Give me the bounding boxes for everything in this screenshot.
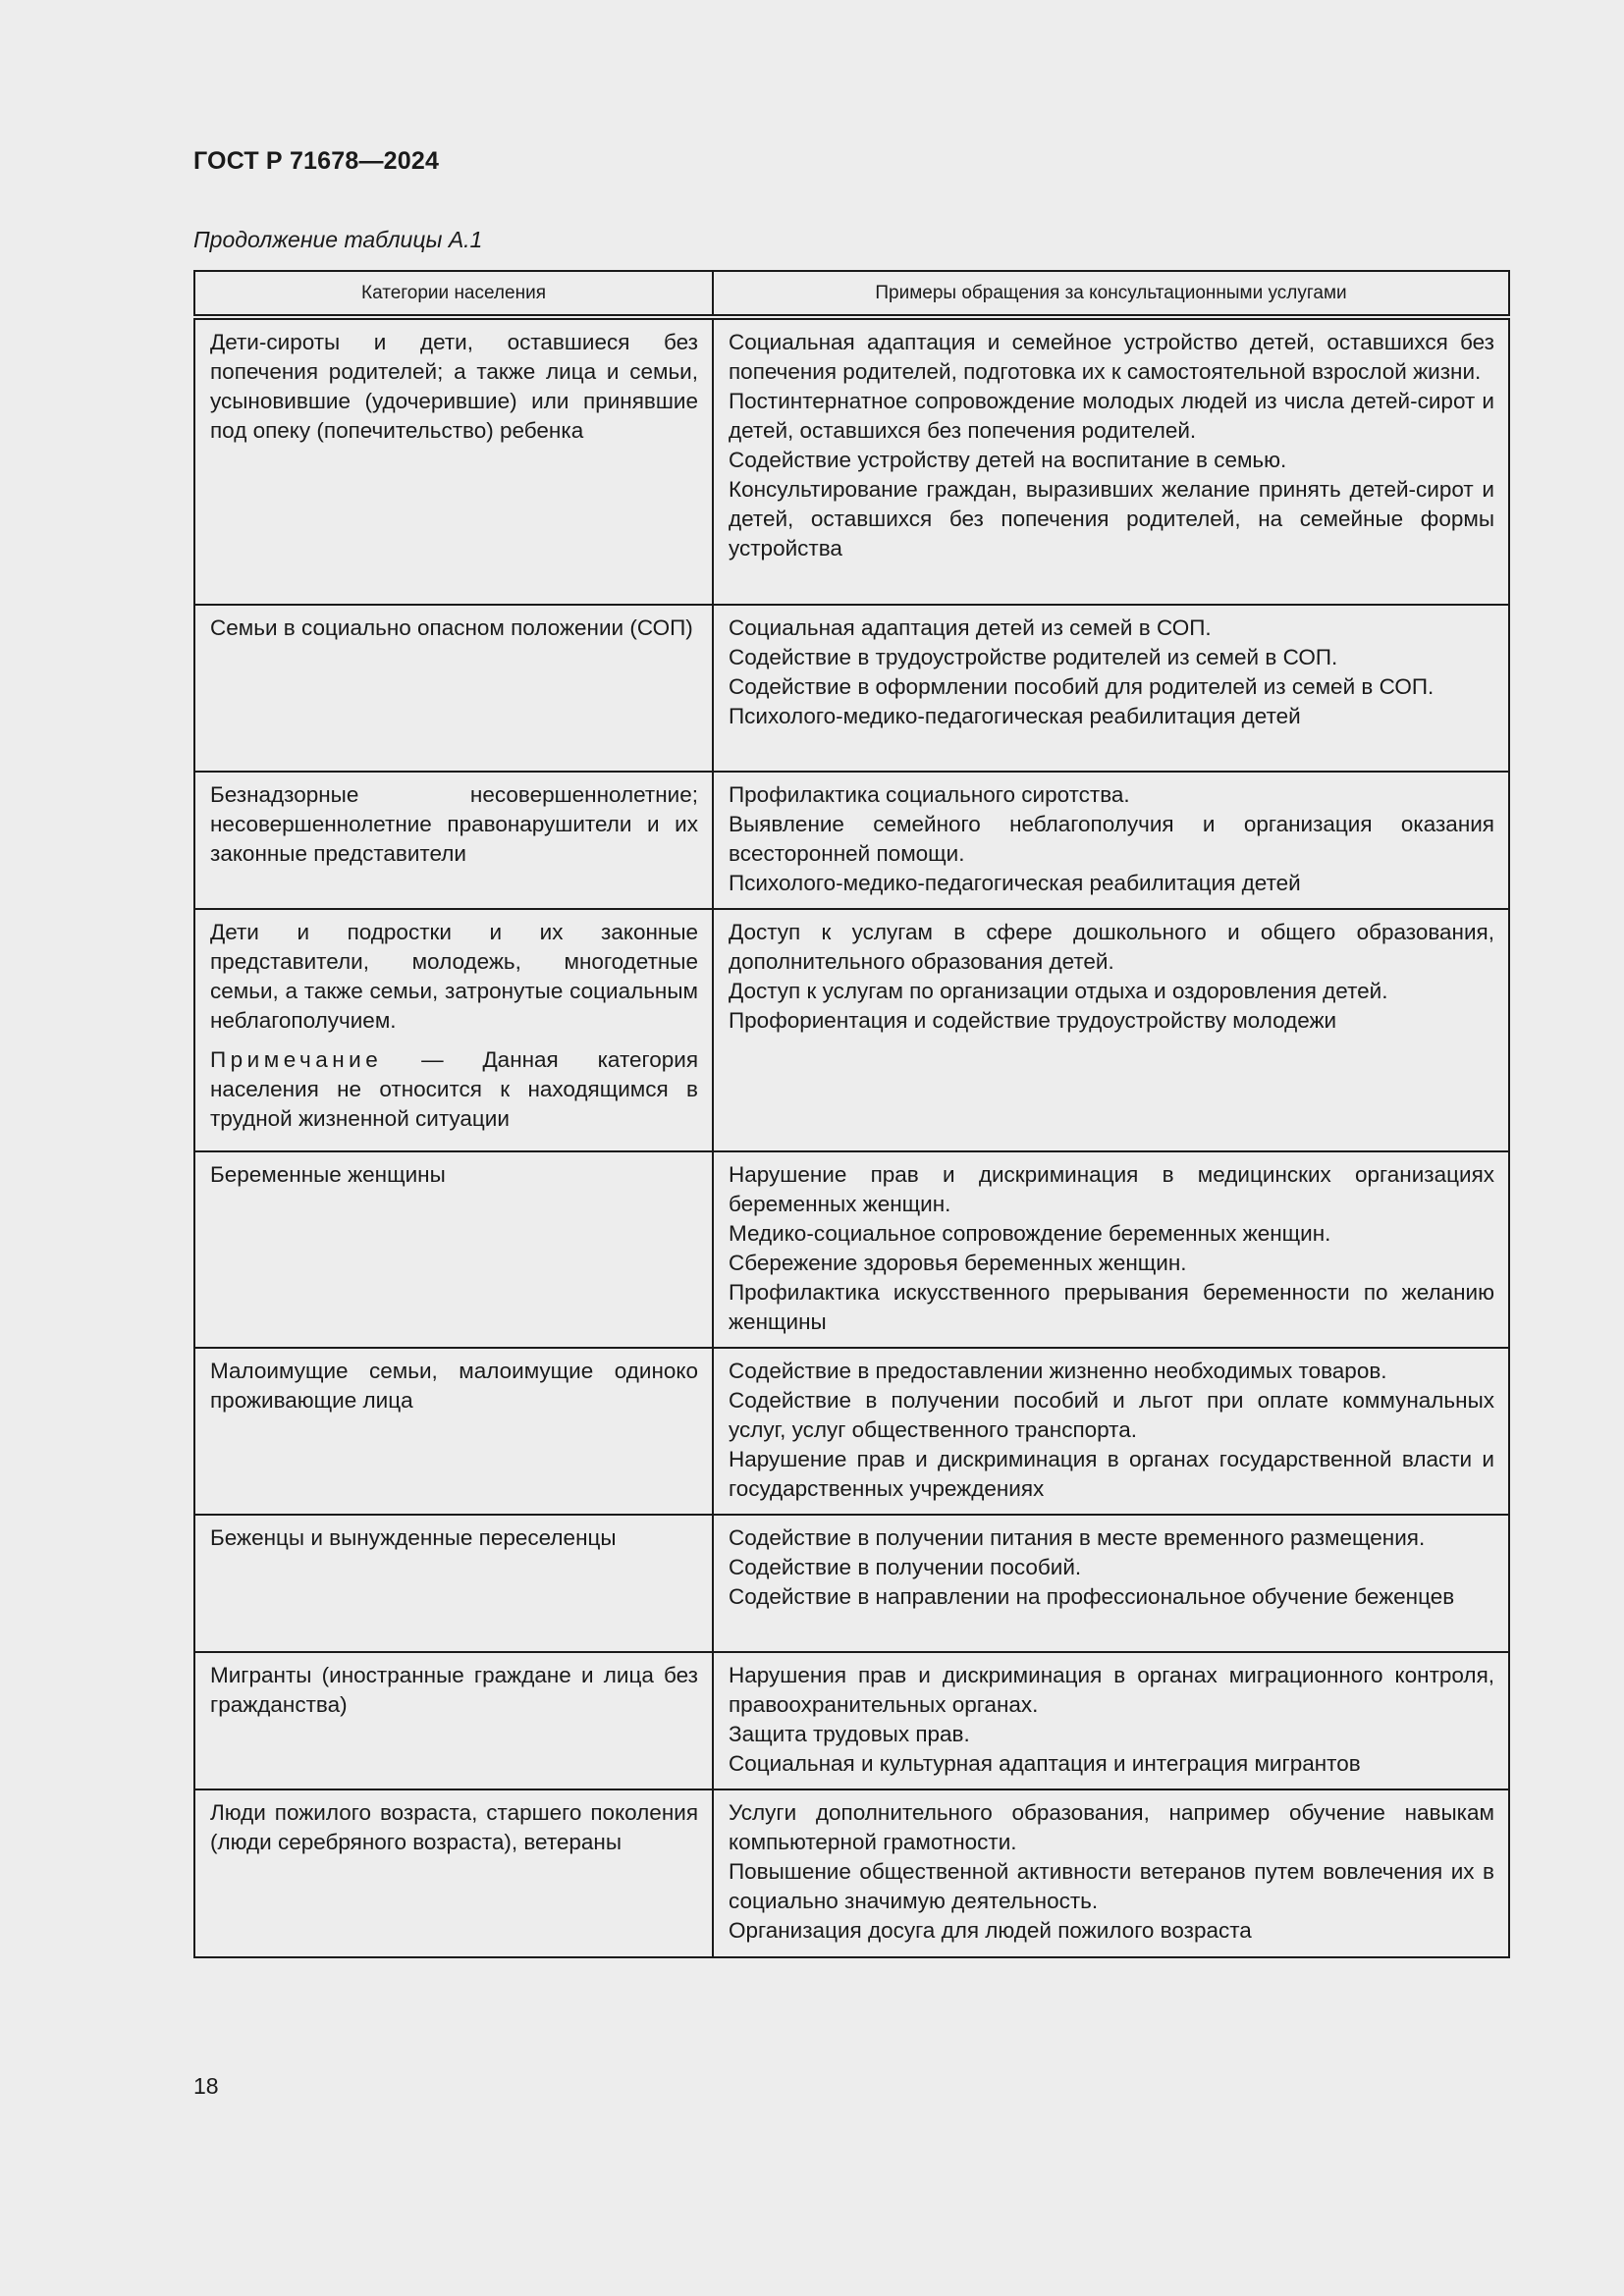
example-line: Содействие в получении пособий и льгот при оплате коммунальных услуг, услуг общественного транспорта. [729, 1388, 1494, 1442]
note-text: — Данная категория населения не относится к находящимся в трудной жизненной ситуации [210, 1047, 698, 1131]
examples-cell [713, 1652, 1509, 1789]
example-line: Социальная адаптация детей из семей в СОП. [729, 615, 1212, 640]
example-line: Повышение общественной активности ветеранов путем вовлечения их в социально значимую деятельность. [729, 1859, 1494, 1913]
examples-cell [713, 1789, 1509, 1957]
example-line: Организация досуга для людей пожилого возраста [729, 1918, 1252, 1943]
table-row [194, 1789, 1509, 1957]
category-cell: Люди пожилого возраста, старшего поколения (люди серебряного возраста), ветераны [194, 1789, 713, 1957]
table-row [194, 1151, 1509, 1348]
category-cell: Малоимущие семьи, малоимущие одиноко проживающие лица [194, 1348, 713, 1515]
example-line: Социальная адаптация и семейное устройство детей, оставшихся без попечения родителей, подготовка их к самостоятельной взрослой жизни. [729, 330, 1494, 384]
example-line: Содействие в направлении на профессиональное обучение беженцев [729, 1584, 1455, 1609]
example-line: Содействие в трудоустройстве родителей из семей в СОП. [729, 645, 1338, 669]
category-cell: Дети-сироты и дети, оставшиеся без попечения родителей; а также лица и семьи, усыновившие (удочерившие) или принявшие под опеку (попечительство) ребенка [194, 317, 713, 605]
category-cell [194, 909, 713, 1151]
table-row [194, 909, 1509, 1151]
example-line: Нарушение прав и дискриминация в медицинских организациях беременных женщин. [729, 1162, 1494, 1216]
category-cell: Беременные женщины [194, 1151, 713, 1348]
document-code-header: ГОСТ Р 71678—2024 [193, 147, 440, 175]
example-line: Доступ к услугам в сфере дошкольного и общего образования, дополнительного образования детей. [729, 920, 1494, 974]
column-header-examples: Примеры обращения за консультационными услугами [713, 271, 1509, 317]
example-line: Психолого-медико-педагогическая реабилитация детей [729, 871, 1301, 895]
example-line: Защита трудовых прав. [729, 1722, 970, 1746]
example-line: Постинтернатное сопровождение молодых людей из числа детей-сирот и детей, оставшихся без попечения родителей. [729, 389, 1494, 443]
category-cell: Безнадзорные несовершеннолетние; несовершеннолетние правонарушители и их законные представители [194, 772, 713, 909]
category-cell: Беженцы и вынужденные переселенцы [194, 1515, 713, 1652]
example-line: Профориентация и содействие трудоустройству молодежи [729, 1008, 1337, 1033]
example-line: Сбережение здоровья беременных женщин. [729, 1251, 1187, 1275]
table-row [194, 1515, 1509, 1652]
table-row [194, 605, 1509, 772]
example-line: Медико-социальное сопровождение беременных женщин. [729, 1221, 1331, 1246]
table-row [194, 1348, 1509, 1515]
example-line: Нарушения прав и дискриминация в органах миграционного контроля, правоохранительных органах. [729, 1663, 1494, 1717]
examples-cell [713, 605, 1509, 772]
examples-cell [713, 1348, 1509, 1515]
example-line: Содействие в оформлении пособий для родителей из семей в СОП. [729, 674, 1435, 699]
category-cell: Семьи в социально опасном положении (СОП) [194, 605, 713, 772]
table-row [194, 317, 1509, 605]
example-line: Содействие в получении питания в месте временного размещения. [729, 1525, 1426, 1550]
column-header-categories: Категории населения [194, 271, 713, 317]
category-text: Дети и подростки и их законные представители, молодежь, многодетные семьи, а также семьи, затронутые социальным неблагополучием. [210, 920, 698, 1033]
example-line: Социальная и культурная адаптация и интеграция мигрантов [729, 1751, 1361, 1776]
examples-cell [713, 1515, 1509, 1652]
examples-cell [713, 772, 1509, 909]
table-row [194, 1652, 1509, 1789]
example-line: Профилактика социального сиротства. [729, 782, 1130, 807]
example-line: Психолого-медико-педагогическая реабилитация детей [729, 704, 1301, 728]
example-line: Нарушение прав и дискриминация в органах государственной власти и государственных учреждениях [729, 1447, 1494, 1501]
example-line: Консультирование граждан, выразивших желание принять детей-сирот и детей, оставшихся без попечения родителей, на семейные формы устройства [729, 477, 1494, 561]
examples-cell [713, 909, 1509, 1151]
example-line: Содействие устройству детей на воспитание в семью. [729, 448, 1287, 472]
example-line: Выявление семейного неблагополучия и организация оказания всесторонней помощи. [729, 812, 1494, 866]
category-note [210, 1045, 698, 1134]
table-header-row [194, 271, 1509, 317]
example-line: Доступ к услугам по организации отдыха и оздоровления детей. [729, 979, 1388, 1003]
examples-cell [713, 317, 1509, 605]
example-line: Профилактика искусственного прерывания беременности по желанию женщины [729, 1280, 1494, 1334]
table-row [194, 772, 1509, 909]
table-caption: Продолжение таблицы А.1 [193, 227, 483, 252]
page-number: 18 [193, 2073, 219, 2099]
categories-table [193, 270, 1510, 1958]
example-line: Содействие в получении пособий. [729, 1555, 1082, 1579]
example-line: Содействие в предоставлении жизненно необходимых товаров. [729, 1359, 1387, 1383]
note-label: Примечание [210, 1047, 383, 1072]
category-cell: Мигранты (иностранные граждане и лица без гражданства) [194, 1652, 713, 1789]
examples-cell [713, 1151, 1509, 1348]
example-line: Услуги дополнительного образования, например обучение навыкам компьютерной грамотности. [729, 1800, 1494, 1854]
